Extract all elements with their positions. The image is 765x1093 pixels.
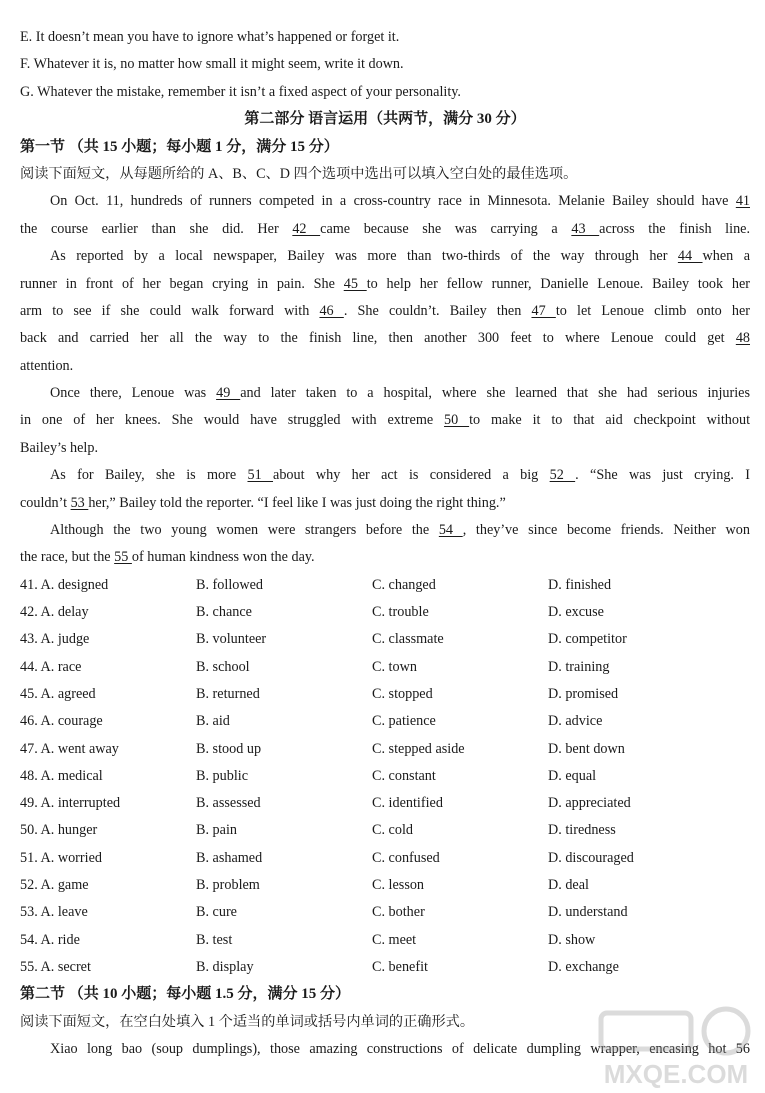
choice-b[interactable]: B. cure [196, 904, 237, 921]
choice-a[interactable]: 52. A. game [20, 877, 89, 894]
choice-a[interactable]: 44. A. race [20, 658, 82, 675]
question-row [20, 927, 750, 954]
choice-b[interactable]: B. stood up [196, 740, 262, 757]
passage-line: back and carried her all the way to the finish line, then another 300 feet to where Lenoue could get 48 [20, 330, 750, 347]
choice-b[interactable]: B. chance [196, 604, 252, 621]
passage-line: couldn’t 53 her,” Bailey told the reporter. “I feel like I was just doing the right thing.” [20, 494, 506, 511]
blank-52: 52 [549, 467, 576, 484]
watermark-logo [591, 1001, 761, 1091]
choice-b[interactable]: B. problem [196, 877, 260, 894]
question-options [20, 572, 750, 981]
choice-d[interactable]: D. equal [548, 767, 597, 784]
choice-c[interactable]: C. benefit [372, 958, 428, 975]
choice-c[interactable]: C. lesson [372, 877, 425, 894]
choice-a[interactable]: 55. A. secret [20, 958, 91, 975]
choice-a[interactable]: 51. A. worried [20, 849, 102, 866]
passage-line: arm to see if she could walk forward with 46 . She couldn’t. Bailey then 47 to let Lenoue climb onto her [20, 302, 750, 319]
choice-b[interactable]: B. followed [196, 576, 263, 593]
option-g: G. Whatever the mistake, remember it isn’t a fixed aspect of your personality. [20, 83, 461, 100]
choice-d[interactable]: D. understand [548, 904, 628, 921]
choice-c[interactable]: C. stepped aside [372, 740, 465, 757]
choice-b[interactable]: B. test [196, 931, 233, 948]
choice-b[interactable]: B. volunteer [196, 631, 267, 648]
passage-line: As for Bailey, she is more 51 about why her act is considered a big 52 . “She was just crying. I [50, 467, 750, 484]
question-row [20, 572, 750, 599]
blank-51: 51 [247, 467, 274, 484]
blank-47: 47 [531, 302, 556, 319]
blank-42: 42 [292, 220, 321, 237]
choice-c[interactable]: C. patience [372, 713, 436, 730]
choice-c[interactable]: C. changed [372, 576, 436, 593]
section2-heading: 第二节 （共 10 小题；每小题 1.5 分，满分 15 分） [20, 986, 351, 1003]
choice-d[interactable]: D. advice [548, 713, 603, 730]
choice-d[interactable]: D. promised [548, 686, 619, 702]
choice-b[interactable]: B. aid [196, 713, 230, 730]
blank-53: 53 [70, 494, 89, 511]
part-title: 第二部分 语言运用（共两节，满分 30 分） [244, 111, 526, 128]
question-row [20, 763, 750, 790]
passage-line: the course earlier than she did. Her 42 came because she was carrying a 43 across the finish line. [20, 220, 750, 237]
question-row [20, 654, 750, 681]
choice-a[interactable]: 45. A. agreed [20, 686, 96, 702]
question-row [20, 681, 750, 708]
choice-a[interactable]: 43. A. judge [20, 631, 90, 648]
blank-45: 45 [343, 275, 367, 292]
option-e: E. It doesn’t mean you have to ignore what’s happened or forget it. [20, 29, 400, 45]
blank-46: 46 [319, 302, 344, 319]
choice-d[interactable]: D. appreciated [548, 795, 631, 812]
choice-c[interactable]: C. identified [372, 795, 443, 812]
choice-c[interactable]: C. meet [372, 931, 417, 948]
section2-instruction: 阅读下面短文，在空白处填入 1 个适当的单词或括号内单词的正确形式。 [20, 1013, 475, 1030]
choice-a[interactable]: 41. A. designed [20, 576, 109, 593]
watermark-text: MXQE.COM [603, 1059, 749, 1089]
choice-c[interactable]: C. confused [372, 849, 440, 866]
section1-heading: 第一节 （共 15 小题；每小题 1 分，满分 15 分） [20, 138, 339, 155]
blank-50: 50 [444, 412, 470, 429]
choice-c[interactable]: C. constant [372, 767, 436, 784]
question-row [20, 790, 750, 817]
choice-a[interactable]: 50. A. hunger [20, 822, 98, 839]
passage-line: Bailey’s help. [20, 439, 99, 456]
question-row [20, 817, 750, 844]
blank-54: 54 [438, 522, 463, 539]
choice-a[interactable]: 47. A. went away [20, 740, 119, 757]
blank-41: 41 [735, 193, 750, 210]
choice-d[interactable]: D. excuse [548, 604, 604, 621]
choice-c[interactable]: C. classmate [372, 631, 444, 648]
choice-d[interactable]: D. competitor [548, 631, 627, 648]
choice-a[interactable]: 46. A. courage [20, 713, 103, 730]
blank-49: 49 [216, 385, 241, 402]
choice-d[interactable]: D. exchange [548, 958, 619, 975]
choice-a[interactable]: 53. A. leave [20, 904, 88, 921]
blank-55: 55 [114, 549, 132, 566]
passage-line: in one of her knees. She would have struggled with extreme 50 to make it to that aid checkpoint without [20, 412, 750, 429]
choice-d[interactable]: D. bent down [548, 740, 625, 757]
watermark-circle [704, 1009, 748, 1053]
passage-line: attention. [20, 357, 74, 374]
choice-a[interactable]: 42. A. delay [20, 604, 89, 621]
choice-d[interactable]: D. deal [548, 877, 589, 894]
question-row [20, 708, 750, 735]
choice-d[interactable]: D. training [548, 658, 610, 675]
passage-line: Once there, Lenoue was 49 and later taken to a hospital, where she learned that she had serious injuries [50, 385, 750, 402]
choice-d[interactable]: D. tiredness [548, 822, 616, 839]
choice-b[interactable]: B. pain [196, 822, 237, 839]
blank-43: 43 [571, 220, 600, 237]
question-row [20, 599, 750, 626]
question-row [20, 954, 750, 981]
exam-page [20, 24, 750, 1063]
choice-c[interactable]: C. bother [372, 904, 425, 921]
passage-line: runner in front of her began crying in pain. She 45 to help her fellow runner, Danielle Lenoue. Bailey took her [20, 275, 750, 292]
question-row [20, 899, 750, 926]
section1-instruction: 阅读下面短文，从每题所给的 A、B、C、D 四个选项中选出可以填入空白处的最佳选项。 [20, 165, 578, 182]
passage-line: the race, but the 55 of human kindness won the day. [20, 549, 315, 566]
choice-b[interactable]: B. public [196, 767, 249, 784]
choice-b[interactable]: B. returned [196, 686, 260, 702]
passage-line: As reported by a local newspaper, Bailey was more than two-thirds of the way through her 44 when a [50, 248, 750, 265]
choice-b[interactable]: B. assessed [196, 795, 261, 812]
choice-c[interactable]: C. trouble [372, 604, 429, 621]
passage-line: Although the two young women were strangers before the 54 , they’ve since become friends. Neither won [50, 522, 750, 539]
choice-b[interactable]: B. school [196, 658, 250, 675]
choice-d[interactable]: D. discouraged [548, 849, 634, 866]
choice-b[interactable]: B. ashamed [196, 849, 263, 866]
section2-first-line: Xiao long bao (soup dumplings), those amazing constructions of delicate dumpling wrapper, encasing hot 56 [50, 1041, 750, 1058]
choice-c[interactable]: C. town [372, 658, 417, 675]
choice-a[interactable]: 48. A. medical [20, 767, 103, 784]
passage-line: On Oct. 11, hundreds of runners competed in a cross-country race in Minnesota. Melanie Bailey should have 41 [50, 193, 750, 210]
choice-a[interactable]: 49. A. interrupted [20, 795, 121, 812]
choice-c[interactable]: C. stopped [372, 686, 433, 702]
choice-b[interactable]: B. display [196, 958, 254, 975]
choice-d[interactable]: D. show [548, 931, 596, 948]
question-row [20, 736, 750, 763]
choice-c[interactable]: C. cold [372, 822, 413, 839]
question-row [20, 872, 750, 899]
question-row [20, 626, 750, 653]
choice-d[interactable]: D. finished [548, 576, 612, 593]
blank-44: 44 [677, 248, 703, 265]
blank-48: 48 [735, 330, 750, 347]
watermark-block [601, 1013, 691, 1049]
option-f: F. Whatever it is, no matter how small it might seem, write it down. [20, 56, 404, 73]
question-row [20, 845, 750, 872]
choice-a[interactable]: 54. A. ride [20, 931, 80, 948]
